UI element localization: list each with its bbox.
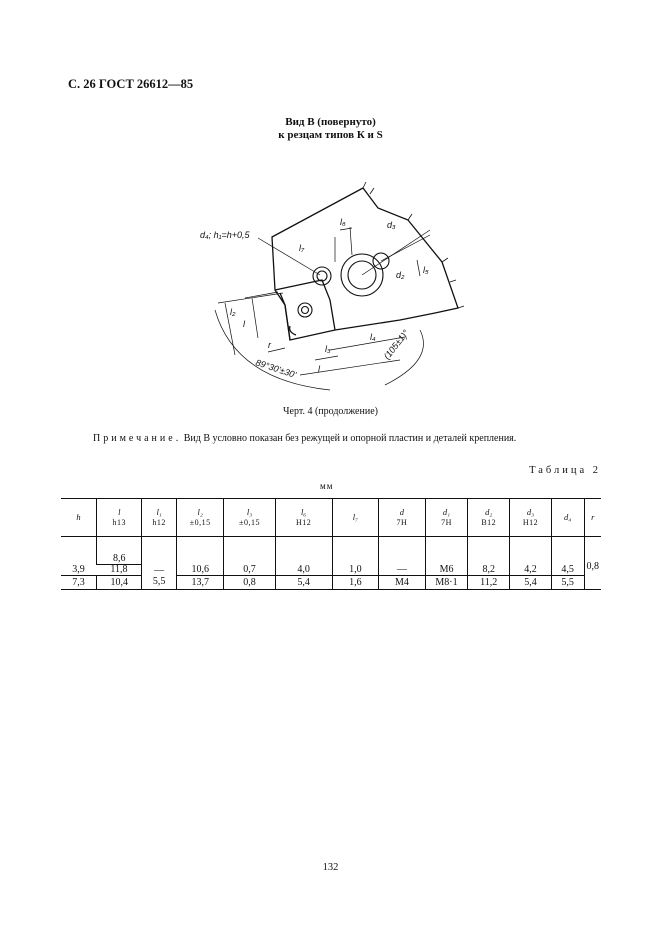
view-title-line-1: Вид В (повернуто) [285, 116, 376, 128]
cell-d-b: M4 [379, 576, 426, 590]
label-d4-h1: d₄; h₁=h+0,5 [200, 230, 250, 240]
cell-l3-b: 0,8 [224, 576, 275, 590]
cell-d1-b: M8·1 [425, 576, 468, 590]
label-l7: l₇ [299, 243, 305, 253]
cell-d3-a: 4,2 [510, 537, 552, 576]
note-text: Вид В условно показан без режущей и опорной пластин и деталей крепления. [181, 433, 517, 444]
cell-d4-a: 4,5 [551, 537, 584, 576]
cell-l1-b: 5,5 [142, 576, 176, 590]
label-angle-105: (105±1)° [381, 327, 411, 362]
dimension-lines [215, 227, 430, 390]
cell-d-a: — [379, 537, 426, 576]
units-label: мм [320, 481, 334, 491]
cell-d2-a: 8,2 [468, 537, 510, 576]
cell-d4-b: 5,5 [551, 576, 584, 590]
label-l6: l₆ [340, 217, 346, 227]
cell-l-a: 8,6 [97, 537, 142, 565]
cell-h-b: 7,3 [61, 576, 97, 590]
cell-l2-b: 13,7 [176, 576, 224, 590]
figure-caption: Черт. 4 (продолжение) [283, 406, 378, 417]
cell-l6-b: 5,4 [275, 576, 332, 590]
col-d2: d₂ B12 [468, 499, 510, 537]
cell-l1-a: — [142, 537, 176, 576]
cell-d2-b: 11,2 [468, 576, 510, 590]
part-outline [272, 188, 458, 340]
label-l2: l₂ [230, 307, 236, 317]
table-label: Таблица 2 [529, 465, 601, 476]
cell-r: 0,8 [584, 537, 601, 590]
table-row [61, 537, 601, 565]
note [93, 433, 516, 444]
label-r: r [268, 340, 271, 350]
view-title-line-2: к резцам типов К и S [278, 129, 383, 141]
cell-d1-a: M6 [425, 537, 468, 576]
note-lead: Примечание. [93, 433, 182, 444]
cell-h-a: 3,9 [61, 537, 97, 576]
cell-l6-a: 4,0 [275, 537, 332, 576]
label-l3: l₃ [325, 344, 331, 354]
label-angle-89: 89°30'±30' [254, 357, 298, 380]
col-l1: l₁ h12 [142, 499, 176, 537]
page-header: С. 26 ГОСТ 26612—85 [68, 77, 194, 91]
dimensions-table [61, 498, 601, 590]
col-h: h [61, 499, 97, 537]
label-l4: l₄ [370, 332, 376, 342]
label-l-bottom: l [318, 364, 320, 374]
technical-drawing [180, 180, 480, 402]
label-l5: l₅ [423, 265, 429, 275]
cell-l-mid: 11,8 [97, 565, 142, 576]
col-r: r [584, 499, 601, 537]
cell-l-b: 10,4 [97, 576, 142, 590]
col-l2: l₂ ±0,15 [176, 499, 224, 537]
col-d1: d₁ 7H [425, 499, 468, 537]
table-row [61, 576, 601, 590]
cell-l7-b: 1,6 [332, 576, 378, 590]
cell-d3-b: 5,4 [510, 576, 552, 590]
col-l3: l₃ ±0,15 [224, 499, 275, 537]
col-l7: l₇ [332, 499, 378, 537]
col-l6: l₆ H12 [275, 499, 332, 537]
hole-small-inner [302, 307, 309, 314]
label-l: l [243, 319, 245, 329]
label-d3: d₃ [387, 220, 396, 230]
cell-l3-a: 0,7 [224, 537, 275, 576]
label-d2: d₂ [396, 270, 405, 280]
col-l: l h13 [97, 499, 142, 537]
col-d4: d₄ [551, 499, 584, 537]
table-header-row [61, 499, 601, 537]
holes [298, 253, 389, 317]
cell-l7-a: 1,0 [332, 537, 378, 576]
hole-small [298, 303, 312, 317]
page-number: 132 [322, 862, 339, 873]
hole-d4 [313, 267, 331, 285]
cell-l2-a: 10,6 [176, 537, 224, 576]
col-d3: d₃ H12 [510, 499, 552, 537]
col-d: d 7H [379, 499, 426, 537]
